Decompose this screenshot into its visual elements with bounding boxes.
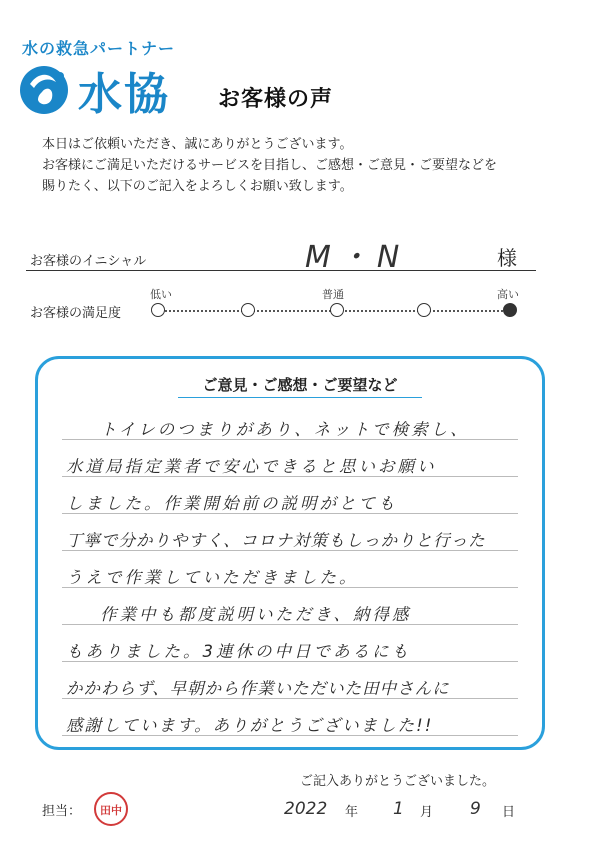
satisfaction-option-5[interactable]: [503, 303, 517, 317]
comment-line: 感謝しています。ありがとうございました!!: [66, 716, 434, 735]
day-unit-label: 日: [502, 805, 516, 820]
comment-line: 丁寧で分かりやすく、コロナ対策もしっかりと行った: [66, 531, 486, 550]
satisfaction-option-3[interactable]: [330, 303, 344, 317]
comment-title: ご意見・ご感想・ご要望など: [202, 376, 398, 394]
date-month[interactable]: 1: [393, 799, 404, 819]
comment-line: うえで作業していただきました。: [66, 568, 359, 587]
stamp-text: 田中: [100, 804, 122, 817]
honorific-label: 様: [497, 246, 517, 270]
initials-value[interactable]: M・N: [305, 240, 408, 275]
scale-high-label: 高い: [497, 288, 519, 301]
intro-line: 本日はご依頼いただき、誠にありがとうございます。: [42, 137, 353, 152]
month-unit-label: 月: [420, 805, 434, 820]
initials-underline: [26, 270, 536, 271]
satisfaction-label: お客様の満足度: [30, 306, 122, 321]
comment-line: かかわらず、早朝から作業いただいた田中さんに: [66, 679, 450, 698]
comment-line: 水道局指定業者で安心できると思いお願い: [66, 457, 437, 476]
comment-line: 作業中も都度説明いただき、納得感: [100, 605, 412, 624]
scale-mid-label: 普通: [322, 288, 344, 301]
intro-text: [42, 134, 562, 197]
date-year[interactable]: 2022: [284, 799, 328, 819]
staff-label: 担当：: [42, 804, 82, 819]
water-drop-logo-icon: [16, 62, 76, 116]
date-day[interactable]: 9: [470, 799, 481, 819]
year-unit-label: 年: [345, 805, 359, 820]
comment-title-underline: [178, 397, 422, 398]
staff-seal-stamp: [94, 792, 128, 826]
satisfaction-option-2[interactable]: [241, 303, 255, 317]
scale-low-label: 低い: [150, 288, 172, 301]
comment-line: しました。作業開始前の説明がとても: [66, 494, 398, 513]
intro-line: お客様にご満足いただけるサービスを目指し、ご感想・ご意見・ご要望などを: [42, 158, 498, 173]
brand-tagline: 水の救急パートナー: [22, 39, 176, 58]
satisfaction-option-1[interactable]: [151, 303, 165, 317]
intro-line: 賜りたく、以下のご記入をよろしくお願い致します。: [42, 179, 353, 194]
initials-label: お客様のイニシャル: [30, 254, 147, 269]
comment-line: トイレのつまりがあり、ネットで検索し、: [100, 420, 470, 439]
thanks-text: ご記入ありがとうございました。: [300, 774, 496, 789]
brand-logo-text: 水協: [78, 69, 170, 120]
page-title: お客様の声: [218, 87, 334, 112]
satisfaction-option-4[interactable]: [417, 303, 431, 317]
comment-line: もありました。3連休の中日であるにも: [66, 642, 411, 661]
